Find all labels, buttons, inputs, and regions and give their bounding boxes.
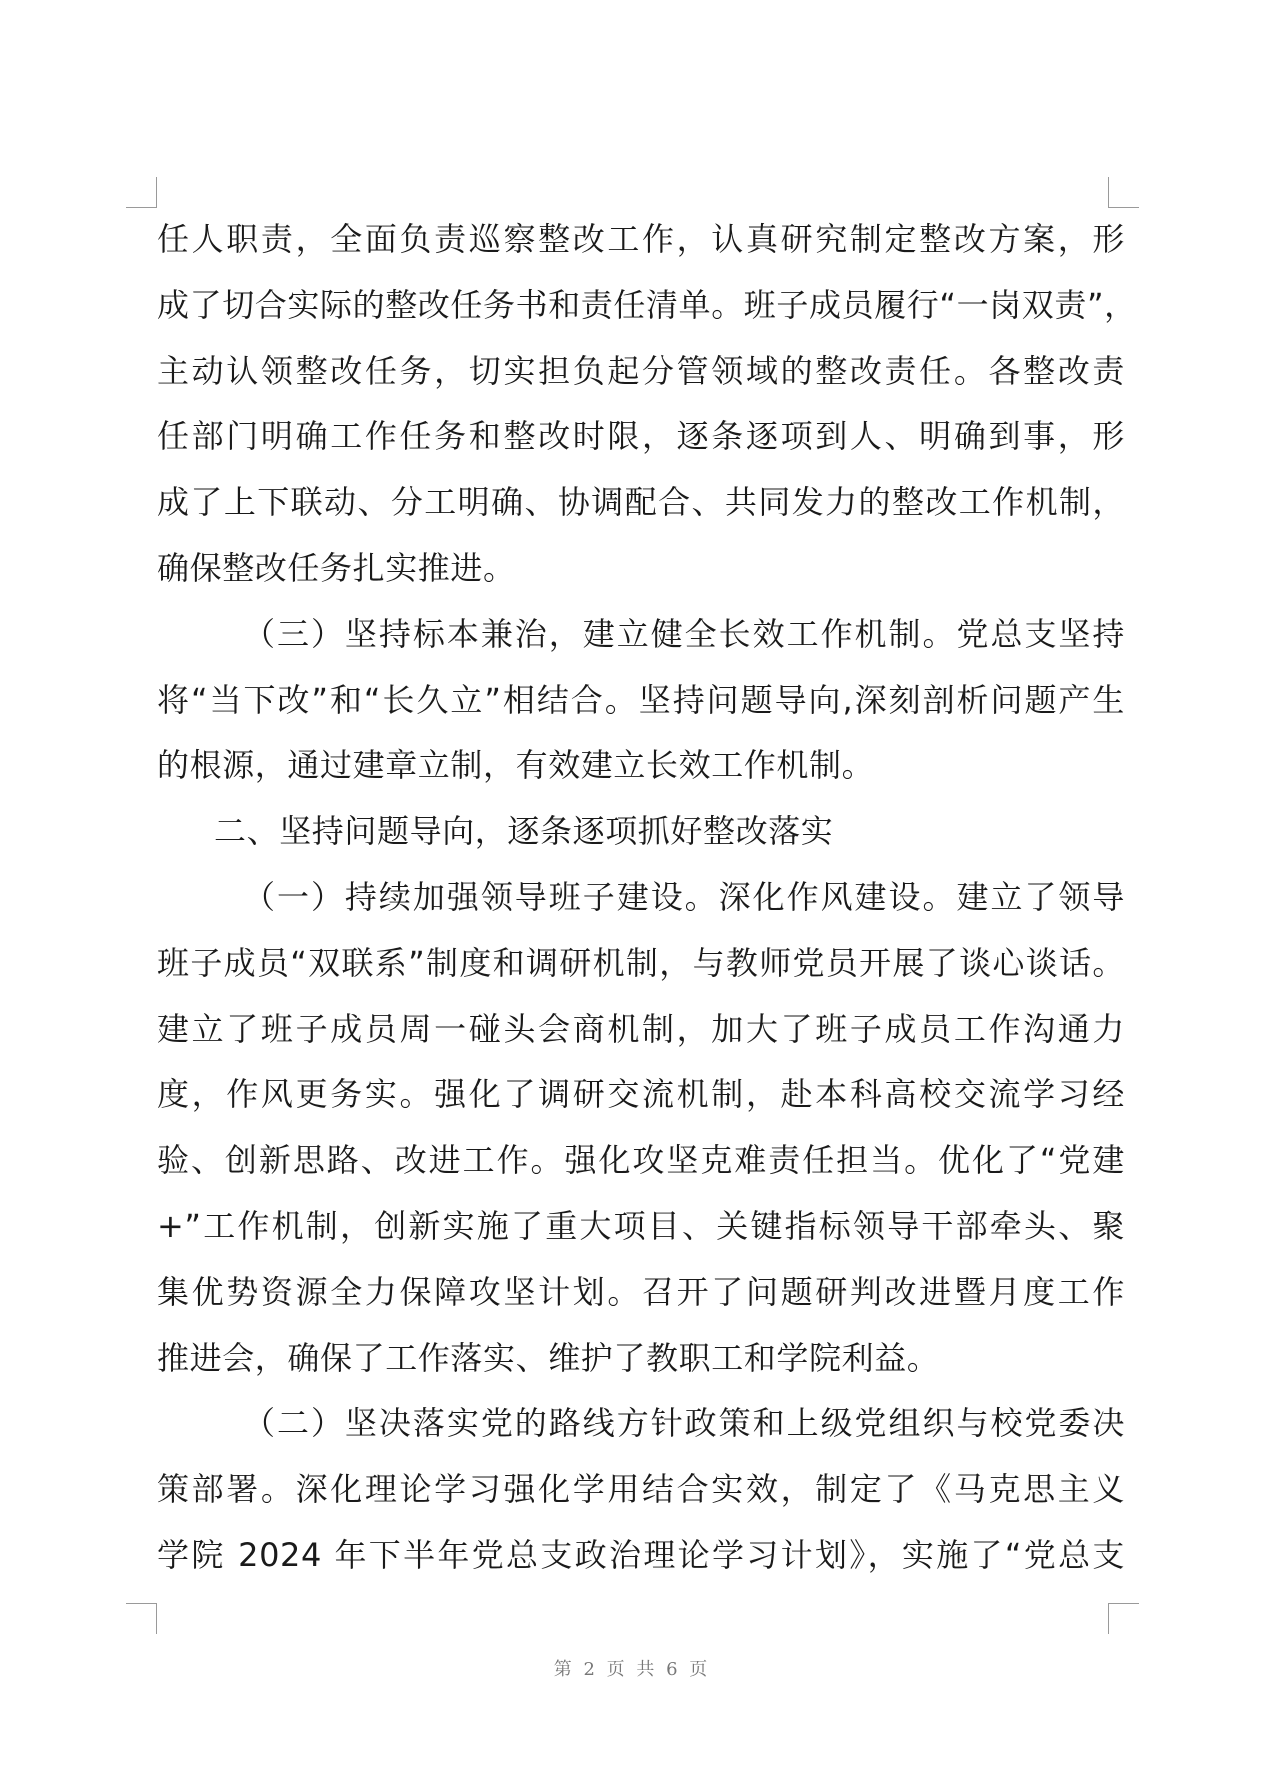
text-line: 任人职责，全面负责巡察整改工作，认真研究制定整改方案，形 — [157, 220, 1125, 258]
text-line: 的根源，通过建章立制，有效建立长效工作机制。 — [157, 746, 875, 785]
text-line: 主动认领整改任务，切实担负起分管领域的整改责任。各整改责 — [157, 351, 1125, 390]
text-line: 推进会，确保了工作落实、维护了教职工和学院利益。 — [157, 1338, 940, 1377]
text-line: 任部门明确工作任务和整改时限，逐条逐项到人、明确到事，形 — [157, 417, 1125, 456]
paragraph-leadership-building — [157, 864, 1125, 1390]
text-line: 确保整改任务扎实推进。 — [157, 548, 516, 587]
paragraph-policy-implementation — [157, 1390, 1125, 1587]
text-line: 成了切合实际的整改任务书和责任清单。班子成员履行“一岗双责”， — [157, 285, 1137, 324]
text-line: 建立了班子成员周一碰头会商机制，加大了班子成员工作沟通力 — [157, 1009, 1125, 1048]
text-line: 验、创新思路、改进工作。强化攻坚克难责任担当。优化了“党建 — [157, 1141, 1125, 1180]
crop-mark-bottom-left — [126, 1603, 157, 1634]
text-line: （三）坚持标本兼治，建立健全长效工作机制。党总支坚持 — [243, 614, 1125, 653]
text-line: +”工作机制，创新实施了重大项目、关键指标领导干部牵头、聚 — [157, 1206, 1125, 1245]
text-line: 学院 2024 年下半年党总支政治理论学习计划》，实施了“党总支 — [157, 1535, 1125, 1574]
paragraph-long-term-mechanism — [157, 601, 1125, 798]
text-line: 集优势资源全力保障攻坚计划。召开了问题研判改进暨月度工作 — [157, 1272, 1125, 1311]
page-number-footer: 第 2 页 共 6 页 — [553, 1659, 711, 1680]
text-line: 度，作风更务实。强化了调研交流机制，赴本科高校交流学习经 — [157, 1075, 1125, 1114]
paragraph-responsibility — [157, 206, 1137, 601]
text-line: 班子成员“双联系”制度和调研机制，与教师党员开展了谈心谈话。 — [157, 943, 1125, 982]
crop-mark-bottom-right — [1108, 1603, 1139, 1634]
text-line: 成了上下联动、分工明确、协调配合、共同发力的整改工作机制， — [157, 483, 1125, 522]
document-body — [157, 206, 1137, 1588]
text-line: 策部署。深化理论学习强化学用结合实效，制定了《马克思主义 — [157, 1470, 1125, 1509]
crop-mark-top-right — [1108, 177, 1139, 208]
text-line: （二）坚决落实党的路线方针政策和上级党组织与校党委决 — [243, 1404, 1125, 1443]
text-line: （一）持续加强领导班子建设。深化作风建设。建立了领导 — [243, 877, 1125, 916]
crop-mark-top-left — [126, 177, 157, 208]
text-line: 将“当下改”和“长久立”相结合。坚持问题导向,深刻剖析问题产生 — [157, 680, 1125, 719]
section-heading: 二、坚持问题导向，逐条逐项抓好整改落实 — [214, 812, 834, 851]
